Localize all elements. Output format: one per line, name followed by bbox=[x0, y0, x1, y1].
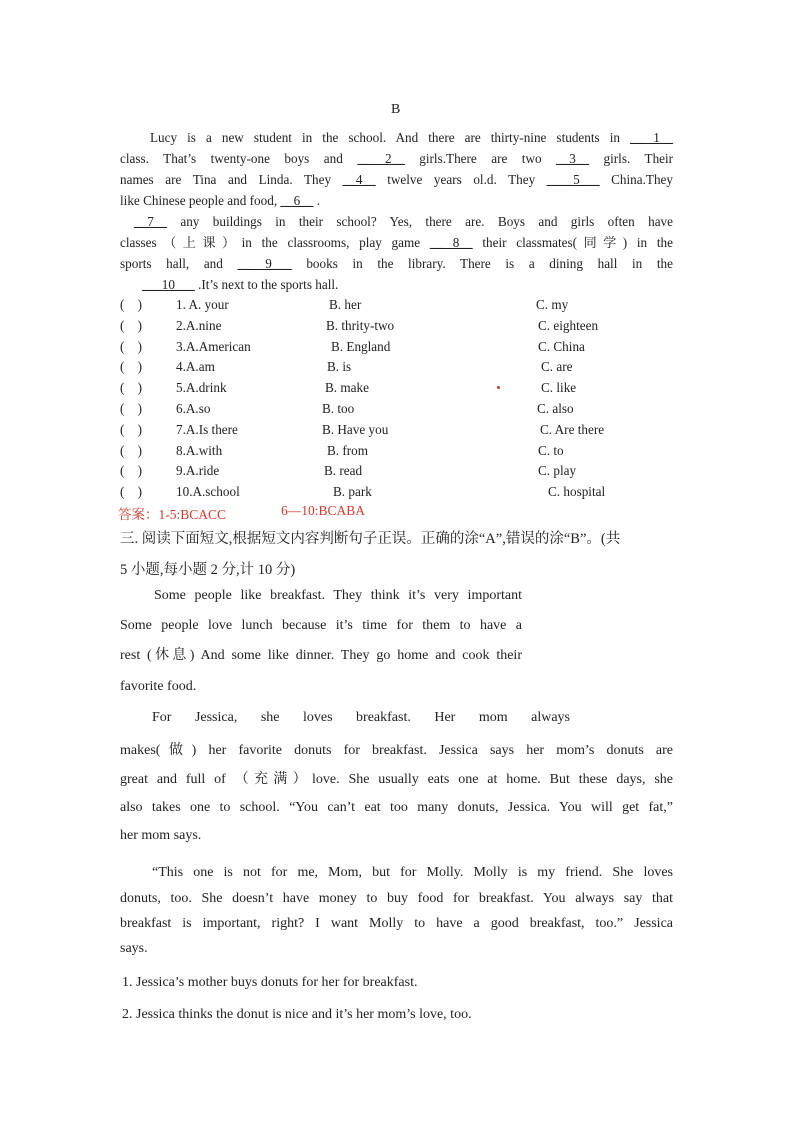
passage-text: twelve years ol.d. They bbox=[387, 172, 536, 187]
answer-parentheses: ( ) bbox=[120, 484, 142, 500]
option-a: 8.A.with bbox=[176, 442, 223, 458]
blank: __ 9___ bbox=[237, 256, 292, 271]
answer-parentheses: ( ) bbox=[120, 297, 142, 312]
blank: __6__ bbox=[280, 193, 314, 208]
passage-one-line bbox=[150, 128, 673, 148]
section-three-title: 三. 阅读下面短文,根据短文内容判断句子正误。正确的涂“A”,错误的涂“B”。(共 bbox=[120, 531, 621, 547]
passage-text: books in the library. There is a dining hall in the bbox=[306, 256, 674, 271]
option-b: B. from bbox=[327, 442, 369, 458]
answer-parentheses: ( ) bbox=[120, 463, 142, 479]
answer-parentheses: ( ) bbox=[120, 421, 142, 437]
option-a: 4.A.am bbox=[176, 359, 215, 375]
option-c: C. eighteen bbox=[538, 317, 599, 333]
option-a: 5.A.drink bbox=[176, 380, 227, 396]
answer-parentheses: ( ) bbox=[120, 380, 142, 396]
blank: ____5___ bbox=[546, 172, 600, 187]
passage-text: any buildings in their school? Yes, there are. Boys and girls often have bbox=[180, 214, 673, 229]
option-a: 3.A.American bbox=[176, 338, 251, 354]
option-c: C. play bbox=[538, 463, 577, 479]
option-a: 7.A.Is there bbox=[176, 421, 238, 437]
option-c: C. to bbox=[538, 442, 564, 458]
passage-two-line: Some people like breakfast. They think it’s very important bbox=[154, 588, 522, 603]
passage-two-line: rest (休息) And some like dinner. They go home and cook their bbox=[120, 648, 522, 663]
passage-two-line: her mom says. bbox=[120, 828, 202, 843]
answer-parentheses: ( ) bbox=[120, 359, 142, 375]
option-c: C. my bbox=[536, 297, 569, 312]
passage-text: girls. Their bbox=[603, 151, 674, 166]
passage-text: like Chinese people and food, bbox=[120, 193, 278, 208]
option-a: 6.A.so bbox=[176, 401, 211, 416]
blank: ___10___ bbox=[142, 277, 195, 292]
blank: __3__ bbox=[556, 151, 590, 166]
option-a: 1. A. your bbox=[176, 297, 229, 312]
passage-text: .It’s next to the sports hall. bbox=[198, 277, 339, 292]
statement-2: 2. Jessica thinks the donut is nice and it’s her mom’s love, too. bbox=[122, 1007, 472, 1022]
passage-text: Lucy is a new student in the school. And there are thirty-nine students in bbox=[150, 130, 620, 145]
passage-two-line: makes(做) her favorite donuts for breakfast. Jessica says her mom’s donuts are bbox=[120, 743, 673, 758]
blank: __7__ bbox=[134, 214, 167, 229]
option-b: B. Have you bbox=[322, 421, 389, 437]
passage-two-line: For Jessica, she loves breakfast. Her mom always bbox=[152, 710, 570, 725]
answer-key-a: 答案：1-5:BCACC bbox=[118, 507, 227, 522]
passage-two-line: donuts, too. She doesn’t have money to buy food for breakfast. You always say that bbox=[120, 891, 673, 906]
option-a: 9.A.ride bbox=[176, 463, 220, 479]
option-b: B. park bbox=[333, 484, 372, 500]
blank: __ 8__ bbox=[429, 235, 473, 250]
passage-two-line: says. bbox=[120, 941, 148, 956]
option-a: 2.A.nine bbox=[176, 317, 222, 333]
passage-two-line: “This one is not for me, Mom, but for Molly. Molly is my friend. She loves bbox=[152, 865, 673, 880]
passage-text: classes（上课）in the classrooms, play game bbox=[120, 235, 421, 250]
option-c: C. are bbox=[541, 359, 573, 375]
passage-one-line bbox=[120, 170, 673, 190]
passage-one-line bbox=[120, 254, 673, 274]
blank: __4__ bbox=[342, 172, 376, 187]
passage-two-line: also takes one to school. “You can’t eat too many donuts, Jessica. You will get fat,” bbox=[120, 800, 673, 815]
option-b: B. her bbox=[329, 297, 362, 312]
passage-one-line bbox=[120, 149, 673, 169]
option-c: C. China bbox=[538, 338, 585, 354]
passage-one-line bbox=[142, 275, 673, 295]
option-c: C. Are there bbox=[540, 421, 605, 437]
option-b: B. read bbox=[324, 463, 363, 479]
passage-text: China.They bbox=[611, 172, 674, 187]
option-b: B. England bbox=[331, 338, 391, 354]
option-c: C. like bbox=[541, 380, 577, 396]
option-c: C. hospital bbox=[548, 484, 606, 500]
passage-text: girls.There are two bbox=[419, 151, 542, 166]
passage-one-line bbox=[120, 233, 673, 253]
option-c: C. also bbox=[537, 401, 574, 416]
statement-1: 1. Jessica’s mother buys donuts for her for breakfast. bbox=[122, 975, 418, 990]
passage-two-line: breakfast is important, right? I want Molly to have a good breakfast, too.” Jessica bbox=[120, 916, 673, 931]
option-b: B. is bbox=[327, 359, 352, 375]
option-b: B. thrity-two bbox=[326, 317, 395, 333]
option-b: B. make bbox=[325, 380, 369, 396]
stray-dot bbox=[497, 386, 500, 389]
passage-text: class. That’s twenty-one boys and bbox=[120, 151, 343, 166]
passage-two-line: Some people love lunch because it’s time for them to have a bbox=[120, 618, 522, 633]
passage-text: . bbox=[316, 193, 320, 208]
option-a: 10.A.school bbox=[176, 484, 240, 500]
answer-parentheses: ( ) bbox=[120, 401, 142, 416]
heading-b: B bbox=[391, 102, 401, 117]
passage-text: their classmates(同学) in the bbox=[482, 235, 674, 250]
section-three-subtitle: 5 小题,每小题 2 分,计 10 分) bbox=[120, 562, 296, 578]
option-b: B. too bbox=[322, 401, 355, 416]
passage-text: names are Tina and Linda. They bbox=[120, 172, 332, 187]
blank: __ 1__ bbox=[630, 130, 674, 145]
passage-two-line: great and full of （充满）love. She usually eats one at home. But these days, she bbox=[120, 772, 673, 787]
passage-one-line bbox=[120, 191, 673, 211]
blank: __ 2__ bbox=[357, 151, 405, 166]
answer-parentheses: ( ) bbox=[120, 338, 142, 354]
passage-two-line: favorite food. bbox=[120, 679, 197, 694]
answer-parentheses: ( ) bbox=[120, 442, 142, 458]
passage-one-line bbox=[134, 212, 673, 232]
answer-parentheses: ( ) bbox=[120, 317, 142, 333]
passage-text: sports hall, and bbox=[120, 256, 223, 271]
answer-key-b: 6—10:BCABA bbox=[281, 503, 366, 518]
